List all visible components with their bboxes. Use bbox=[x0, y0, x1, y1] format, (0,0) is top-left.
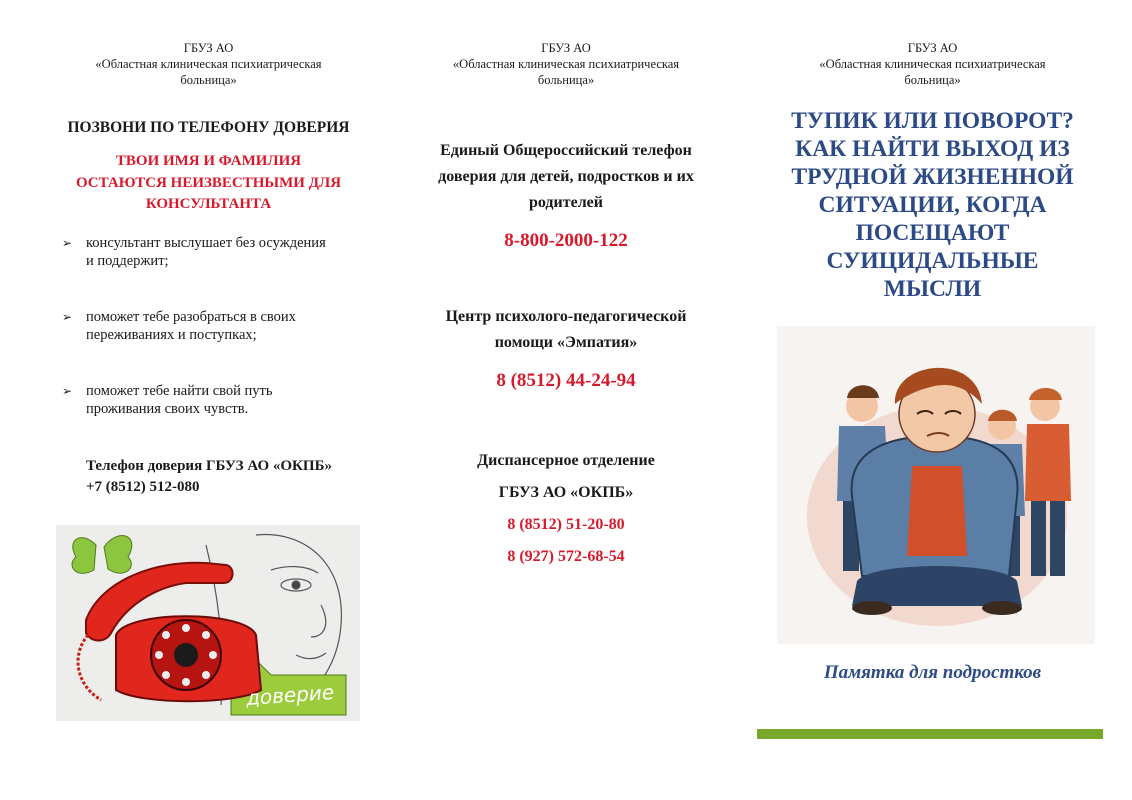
list-item-text: и поддержит; bbox=[86, 253, 169, 269]
anonymity-line: ТВОИ ИМЯ И ФАМИЛИЯ bbox=[115, 153, 302, 169]
org-line: «Областная клиническая психиатрическая bbox=[819, 57, 1046, 71]
hotline-number: +7 (8512) 512-080 bbox=[86, 478, 200, 495]
list-item-text: переживаниях и поступках; bbox=[86, 327, 257, 343]
call-heading: ПОЗВОНИ ПО ТЕЛЕФОНУ ДОВЕРИЯ bbox=[67, 119, 350, 136]
title-line: КАК НАЙТИ ВЫХОД ИЗ bbox=[795, 136, 1070, 162]
list-item bbox=[62, 382, 361, 419]
telephone-drawing bbox=[56, 525, 360, 721]
phone-number: 8-800-2000-122 bbox=[504, 230, 628, 251]
org-line: ГБУЗ АО bbox=[183, 41, 234, 55]
anonymity-line: КОНСУЛЬТАНТА bbox=[145, 196, 272, 212]
phone-number: 8 (927) 572-68-54 bbox=[507, 548, 625, 565]
org-line: больница» bbox=[537, 73, 595, 87]
org-line: «Областная клиническая психиатрическая bbox=[95, 57, 322, 71]
org-line: ГБУЗ АО bbox=[907, 41, 958, 55]
org-line: ГБУЗ АО bbox=[541, 41, 591, 55]
sad-teen-illustration bbox=[777, 326, 1095, 644]
dispensary-block bbox=[405, 445, 727, 573]
list-item-text: проживания своих чувств. bbox=[86, 401, 249, 417]
title-line: МЫСЛИ bbox=[883, 276, 982, 302]
block-title-line: ГБУЗ АО «ОКПБ» bbox=[498, 484, 634, 501]
panel-cover bbox=[760, 0, 1105, 800]
title-line: ТРУДНОЙ ЖИЗНЕННОЙ bbox=[791, 164, 1074, 190]
title-line: ТУПИК ИЛИ ПОВОРОТ? bbox=[791, 108, 1074, 134]
block-title-line: помощи «Эмпатия» bbox=[494, 334, 638, 351]
phone-number: 8 (8512) 51-20-80 bbox=[507, 516, 625, 533]
org-line: «Областная клиническая психиатрическая bbox=[452, 57, 680, 71]
organization-header bbox=[405, 40, 727, 88]
block-title-line: Диспансерное отделение bbox=[477, 452, 655, 469]
national-hotline-block bbox=[405, 138, 727, 252]
title-line: СИТУАЦИИ, КОГДА bbox=[818, 192, 1047, 218]
arrow-bullet-icon: ➢ bbox=[62, 383, 73, 398]
list-item-text: поможет тебе разобраться в своих bbox=[86, 308, 296, 325]
title-line: ПОСЕЩАЮТ bbox=[855, 220, 1010, 246]
organization-header bbox=[760, 40, 1105, 88]
list-item bbox=[62, 308, 361, 345]
title-line: СУИЦИДАЛЬНЫЕ bbox=[826, 248, 1039, 274]
hotline-info bbox=[86, 456, 361, 498]
panel-hotline bbox=[56, 0, 361, 800]
sad-teen-illustration-art bbox=[777, 326, 1095, 644]
org-line: больница» bbox=[904, 73, 961, 87]
benefits-list bbox=[62, 234, 361, 419]
arrow-bullet-icon: ➢ bbox=[62, 235, 73, 250]
anonymity-line: ОСТАЮТСЯ НЕИЗВЕСТНЫМИ ДЛЯ bbox=[75, 174, 342, 191]
brochure-title bbox=[760, 107, 1105, 303]
phone-number: 8 (8512) 44-24-94 bbox=[496, 370, 636, 391]
panel-contacts bbox=[405, 0, 727, 800]
empathy-center-block bbox=[405, 304, 727, 392]
block-title-line: Центр психолого-педагогической bbox=[445, 308, 687, 325]
brochure-subtitle: Памятка для подростков bbox=[823, 662, 1042, 683]
block-title-line: родителей bbox=[528, 194, 603, 211]
list-item-text: консультант выслушает без осуждения bbox=[86, 234, 326, 251]
org-line: больница» bbox=[180, 73, 237, 87]
block-title-line: Единый Общероссийский телефон bbox=[440, 142, 692, 159]
arrow-bullet-icon: ➢ bbox=[62, 309, 73, 324]
organization-header bbox=[56, 40, 361, 88]
list-item-text: поможет тебе найти свой путь bbox=[86, 382, 273, 399]
anonymity-note bbox=[56, 151, 361, 216]
list-item bbox=[62, 234, 361, 271]
hotline-label: Телефон доверия ГБУЗ АО «ОКПБ» bbox=[86, 457, 332, 474]
drawing-caption: доверие bbox=[245, 679, 335, 711]
decorative-bar bbox=[757, 729, 1103, 739]
block-title-line: доверия для детей, подростков и их bbox=[438, 168, 694, 185]
